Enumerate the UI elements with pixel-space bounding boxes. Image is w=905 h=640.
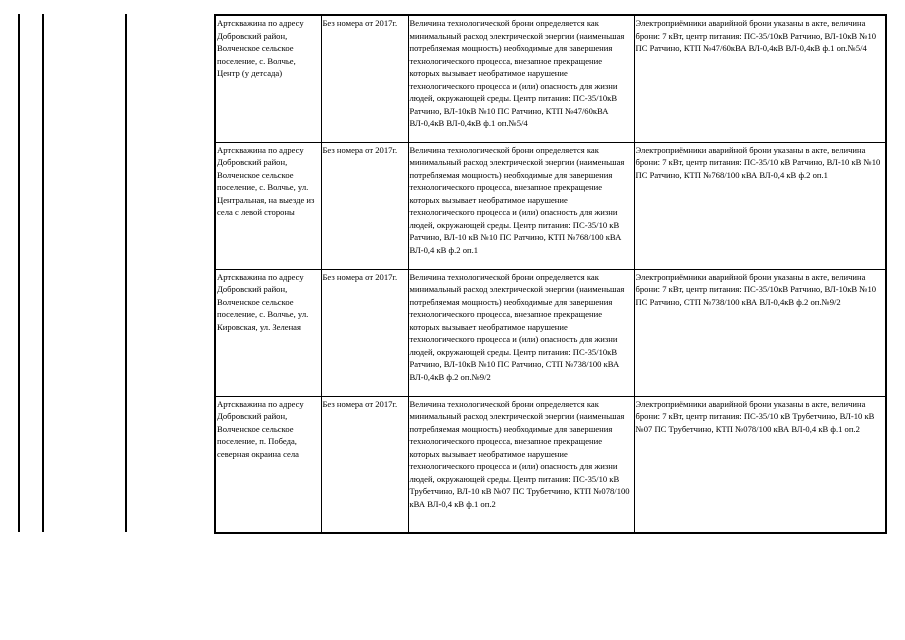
left-border-line-1 (18, 14, 20, 532)
table-row (215, 15, 886, 142)
location-cell: Артскважина по адресу Добровский район, Волченское сельское поселение, с. Волчье, Центр (у детсада) (215, 15, 321, 142)
left-border-line-3 (125, 14, 127, 532)
emergency-reserve-cell: Электроприёмники аварийной брони указаны в акте, величина брони: 7 кВт, центр питания: ПС-35/10 кВ Трубетчино, ВЛ-10 кВ №07 ПС Трубетчино, КТП №078/100 кВА ВЛ-0,4 кВ ф.1 оп.2 (634, 396, 886, 533)
number-cell: Без номера от 2017г. (321, 269, 408, 396)
number-cell: Без номера от 2017г. (321, 396, 408, 533)
emergency-reserve-cell: Электроприёмники аварийной брони указаны в акте, величина брони: 7 кВт, центр питания: ПС-35/10 кВ Ратчино, ВЛ-10 кВ №10 ПС Ратчино, КТП №768/100 кВА ВЛ-0,4 кВ ф.2 оп.1 (634, 142, 886, 269)
emergency-reserve-cell: Электроприёмники аварийной брони указаны в акте, величина брони: 7 кВт, центр питания: ПС-35/10кВ Ратчино, ВЛ-10кВ №10 ПС Ратчино, КТП №47/60кВА ВЛ-0,4кВ ВЛ-0,4кВ ф.1 оп.№5/4 (634, 15, 886, 142)
technological-reserve-cell: Величина технологической брони определяется как минимальный расход электрической энергии (наименьшая потребляемая мощность) необходимые для завершения технологического процесса, внезапное прекращение которых вызывает необратимое нарушение технологического процесса и (или) опасность для жизни людей, окружающей среды. Центр питания: ПС-35/10кВ Ратчино, ВЛ-10кВ №10 ПС Ратчино, СТП №738/100 кВА ВЛ-0,4кВ ф.2 оп.№9/2 (408, 269, 634, 396)
reserve-table (214, 14, 887, 534)
table-row (215, 269, 886, 396)
location-cell: Артскважина по адресу Добровский район, Волченское сельское поселение, п. Победа, северная окраина села (215, 396, 321, 533)
table-row (215, 396, 886, 533)
location-cell: Артскважина по адресу Добровский район, Волченское сельское поселение, с. Волчье, ул. Центральная, на выезде из села с левой стороны (215, 142, 321, 269)
number-cell: Без номера от 2017г. (321, 142, 408, 269)
emergency-reserve-cell: Электроприёмники аварийной брони указаны в акте, величина брони: 7 кВт, центр питания: ПС-35/10кВ Ратчино, ВЛ-10кВ №10 ПС Ратчино, СТП №738/100 кВА ВЛ-0,4кВ ф.2 оп.№9/2 (634, 269, 886, 396)
location-cell: Артскважина по адресу Добровский район, Волченское сельское поселение, с. Волчье, ул. Кировская, ул. Зеленая (215, 269, 321, 396)
number-cell: Без номера от 2017г. (321, 15, 408, 142)
technological-reserve-cell: Величина технологической брони определяется как минимальный расход электрической энергии (наименьшая потребляемая мощность) необходимые для завершения технологического процесса, внезапное прекращение которых вызывает необратимое нарушение технологического процесса и (или) опасность для жизни людей, окружающей среды. Центр питания: ПС-35/10 кВ Трубетчино, ВЛ-10 кВ №07 ПС Трубетчино, КТП №078/100 кВА ВЛ-0,4 кВ ф.1 оп.2 (408, 396, 634, 533)
left-border-line-2 (42, 14, 44, 532)
technological-reserve-cell: Величина технологической брони определяется как минимальный расход электрической энергии (наименьшая потребляемая мощность) необходимые для завершения технологического процесса, внезапное прекращение которых вызывает необратимое нарушение технологического процесса и (или) опасность для жизни людей, окружающей среды. Центр питания: ПС-35/10кВ Ратчино, ВЛ-10кВ №10 ПС Ратчино, КТП №47/60кВА ВЛ-0,4кВ ВЛ-0,4кВ ф.1 оп.№5/4 (408, 15, 634, 142)
technological-reserve-cell: Величина технологической брони определяется как минимальный расход электрической энергии (наименьшая потребляемая мощность) необходимые для завершения технологического процесса, внезапное прекращение которых вызывает необратимое нарушение технологического процесса и (или) опасность для жизни людей, окружающей среды. Центр питания: ПС-35/10 кВ Ратчино, ВЛ-10 кВ №10 ПС Ратчино, КТП №768/100 кВА ВЛ-0,4 кВ ф.2 оп.1 (408, 142, 634, 269)
table-row (215, 142, 886, 269)
